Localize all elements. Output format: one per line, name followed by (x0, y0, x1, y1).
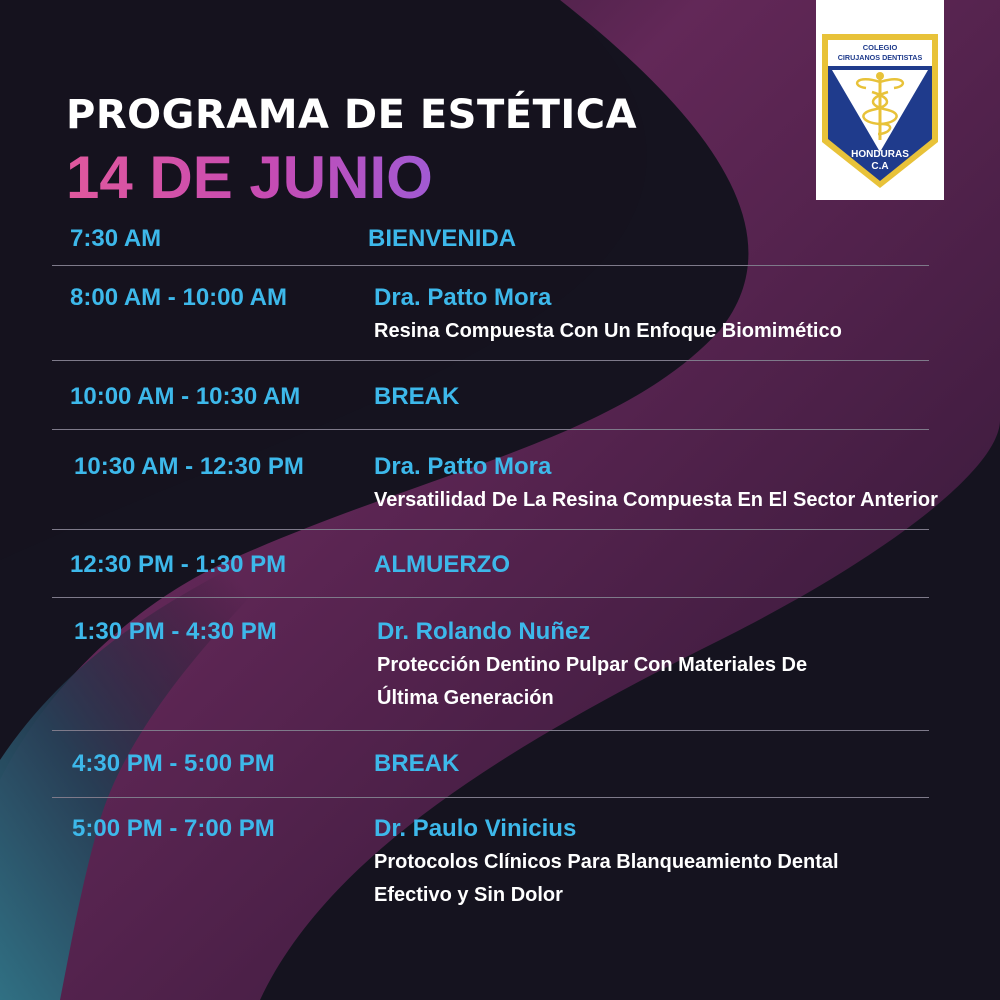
row-divider (52, 429, 929, 430)
session-speaker: Dr. Paulo Vinicius (374, 815, 577, 842)
logo-line-3: HONDURAS (851, 149, 909, 160)
program-title: PROGRAMA DE ESTÉTICA (66, 92, 638, 138)
session-description: Protección Dentino Pulpar Con Materiales De Última Generación (377, 654, 808, 709)
session-description: Protocolos Clínicos Para Blanqueamiento Dental Efectivo y Sin Dolor (374, 851, 839, 906)
session-time: 10:00 AM - 10:30 AM (70, 383, 301, 410)
college-logo (816, 0, 944, 200)
row-divider (52, 360, 929, 361)
row-divider (52, 597, 929, 598)
session-title: ALMUERZO (374, 551, 510, 578)
session-title: BREAK (374, 383, 460, 410)
session-time: 8:00 AM - 10:00 AM (70, 284, 287, 311)
logo-line-4: C.A (871, 161, 889, 172)
session-description: Versatilidad De La Resina Compuesta En El Sector Anterior (374, 489, 938, 511)
row-divider (52, 797, 929, 798)
session-speaker: Dr. Rolando Nuñez (377, 618, 591, 645)
session-time: 10:30 AM - 12:30 PM (74, 453, 304, 480)
logo-line-2: CIRUJANOS DENTISTAS (837, 53, 923, 62)
session-time: 7:30 AM (70, 225, 162, 252)
session-title: BREAK (374, 750, 460, 777)
session-time: 4:30 PM - 5:00 PM (72, 750, 275, 777)
session-time: 1:30 PM - 4:30 PM (74, 618, 277, 645)
session-title: BIENVENIDA (368, 225, 517, 252)
session-time: 12:30 PM - 1:30 PM (70, 551, 287, 578)
row-divider (52, 730, 929, 731)
session-speaker: Dra. Patto Mora (374, 453, 552, 480)
row-divider (52, 529, 929, 530)
row-divider (52, 265, 929, 266)
session-speaker: Dra. Patto Mora (374, 284, 552, 311)
session-description: Resina Compuesta Con Un Enfoque Biomimético (374, 320, 842, 342)
event-date: 14 DE JUNIO (66, 144, 433, 211)
logo-line-1: COLEGIO (862, 43, 898, 52)
session-time: 5:00 PM - 7:00 PM (72, 815, 275, 842)
